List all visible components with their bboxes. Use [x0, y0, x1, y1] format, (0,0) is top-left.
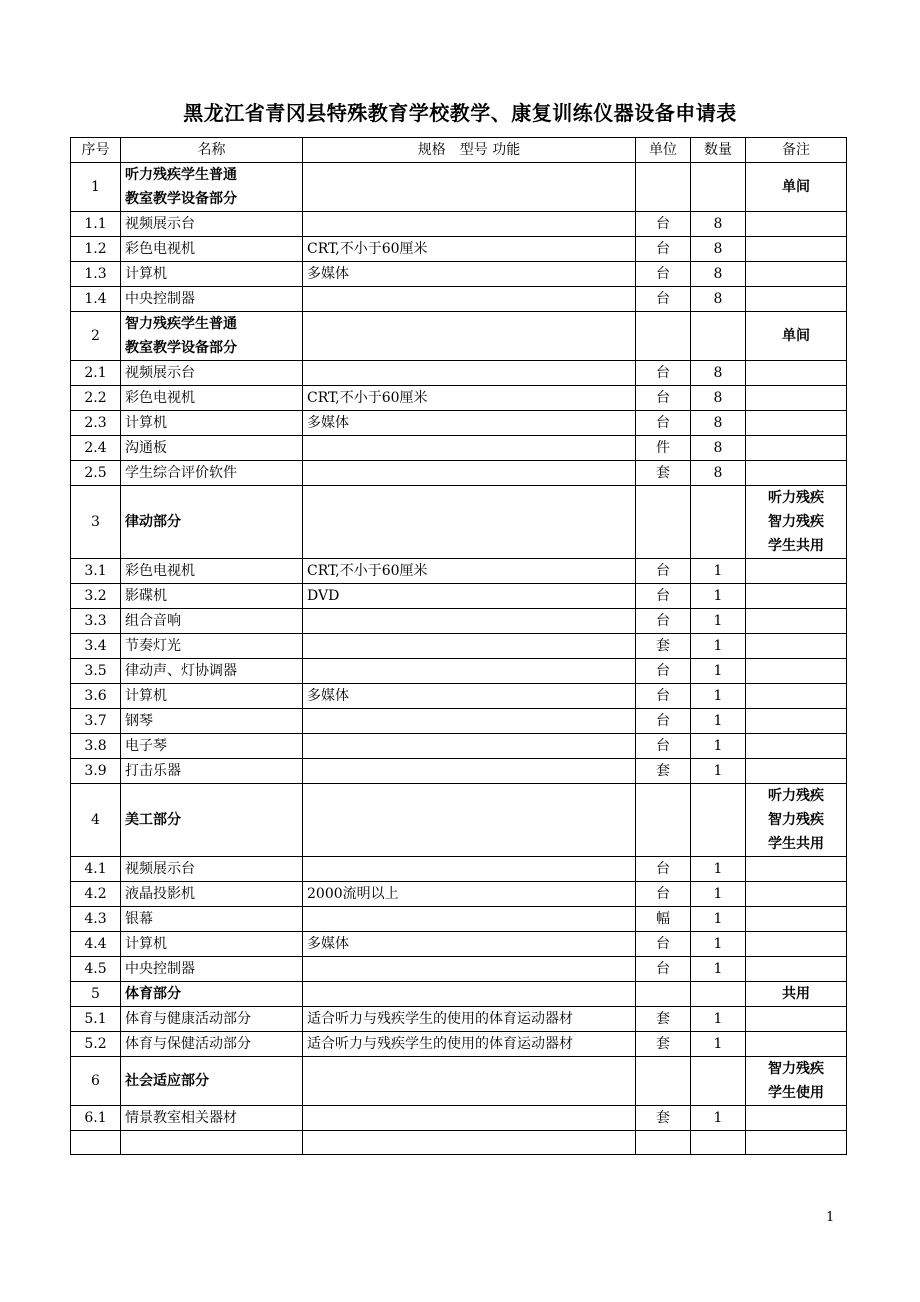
cell-note	[746, 212, 847, 237]
table-row	[71, 759, 847, 784]
cell-no: 2.1	[71, 361, 121, 386]
cell-spec	[303, 1131, 636, 1155]
cell-no: 3.9	[71, 759, 121, 784]
cell-spec: 2000流明以上	[303, 882, 636, 907]
cell-qty	[691, 982, 746, 1007]
cell-name: 中央控制器	[121, 287, 303, 312]
cell-qty	[691, 784, 746, 857]
table-row	[71, 882, 847, 907]
cell-name: 液晶投影机	[121, 882, 303, 907]
cell-unit	[636, 312, 691, 361]
cell-qty: 1	[691, 1007, 746, 1032]
cell-spec	[303, 461, 636, 486]
cell-note	[746, 386, 847, 411]
cell-unit: 台	[636, 684, 691, 709]
cell-qty: 8	[691, 386, 746, 411]
cell-qty: 1	[691, 684, 746, 709]
cell-qty: 8	[691, 361, 746, 386]
table-row	[71, 634, 847, 659]
cell-name: 彩色电视机	[121, 559, 303, 584]
cell-spec	[303, 163, 636, 212]
cell-name: 视频展示台	[121, 857, 303, 882]
cell-qty: 1	[691, 932, 746, 957]
cell-qty: 1	[691, 907, 746, 932]
cell-no: 3.1	[71, 559, 121, 584]
section-row	[71, 784, 847, 857]
cell-note: 听力残疾 智力残疾 学生共用	[746, 784, 847, 857]
cell-spec	[303, 486, 636, 559]
table-row	[71, 559, 847, 584]
cell-qty: 8	[691, 461, 746, 486]
cell-name: 情景教室相关器材	[121, 1106, 303, 1131]
cell-name: 体育部分	[121, 982, 303, 1007]
cell-unit: 台	[636, 584, 691, 609]
cell-name: 计算机	[121, 932, 303, 957]
table-row	[71, 237, 847, 262]
cell-qty: 1	[691, 709, 746, 734]
cell-unit: 幅	[636, 907, 691, 932]
cell-unit: 台	[636, 361, 691, 386]
cell-qty: 1	[691, 734, 746, 759]
cell-no	[71, 1131, 121, 1155]
cell-spec	[303, 361, 636, 386]
cell-spec	[303, 634, 636, 659]
cell-spec: 多媒体	[303, 684, 636, 709]
cell-note: 单间	[746, 312, 847, 361]
table-row	[71, 287, 847, 312]
cell-qty: 1	[691, 559, 746, 584]
cell-no: 4.5	[71, 957, 121, 982]
cell-spec: CRT,不小于60厘米	[303, 559, 636, 584]
cell-name: 彩色电视机	[121, 386, 303, 411]
cell-qty: 1	[691, 882, 746, 907]
cell-unit: 套	[636, 1106, 691, 1131]
cell-unit: 台	[636, 212, 691, 237]
cell-qty: 1	[691, 957, 746, 982]
cell-name: 听力残疾学生普通 教室教学设备部分	[121, 163, 303, 212]
cell-no: 3.5	[71, 659, 121, 684]
cell-name: 组合音响	[121, 609, 303, 634]
header-qty: 数量	[691, 138, 746, 163]
cell-note	[746, 237, 847, 262]
section-row	[71, 1057, 847, 1106]
cell-spec	[303, 907, 636, 932]
section-row	[71, 982, 847, 1007]
cell-qty: 1	[691, 609, 746, 634]
cell-spec: CRT,不小于60厘米	[303, 237, 636, 262]
cell-unit: 套	[636, 1032, 691, 1057]
cell-no: 1.1	[71, 212, 121, 237]
cell-no: 2.3	[71, 411, 121, 436]
cell-unit: 台	[636, 882, 691, 907]
table-row	[71, 659, 847, 684]
cell-spec	[303, 659, 636, 684]
cell-spec: 多媒体	[303, 932, 636, 957]
cell-note	[746, 734, 847, 759]
cell-note	[746, 932, 847, 957]
cell-name: 打击乐器	[121, 759, 303, 784]
header-name: 名称	[121, 138, 303, 163]
cell-name: 美工部分	[121, 784, 303, 857]
table-row	[71, 262, 847, 287]
cell-no: 3.6	[71, 684, 121, 709]
cell-qty	[691, 163, 746, 212]
cell-spec	[303, 982, 636, 1007]
cell-no: 1.2	[71, 237, 121, 262]
cell-qty	[691, 1131, 746, 1155]
cell-qty	[691, 486, 746, 559]
cell-name: 律动声、灯协调器	[121, 659, 303, 684]
cell-spec: 适合听力与残疾学生的使用的体育运动器材	[303, 1007, 636, 1032]
cell-no: 3.4	[71, 634, 121, 659]
cell-no: 2.5	[71, 461, 121, 486]
cell-name: 影碟机	[121, 584, 303, 609]
cell-unit: 套	[636, 634, 691, 659]
table-row	[71, 436, 847, 461]
cell-spec	[303, 734, 636, 759]
cell-name: 电子琴	[121, 734, 303, 759]
cell-spec	[303, 287, 636, 312]
table-row	[71, 709, 847, 734]
cell-no: 2	[71, 312, 121, 361]
cell-name: 律动部分	[121, 486, 303, 559]
table-row	[71, 857, 847, 882]
cell-unit: 台	[636, 237, 691, 262]
cell-no: 3.8	[71, 734, 121, 759]
table-row	[71, 932, 847, 957]
cell-name: 彩色电视机	[121, 237, 303, 262]
cell-spec: 适合听力与残疾学生的使用的体育运动器材	[303, 1032, 636, 1057]
cell-note	[746, 659, 847, 684]
cell-qty: 1	[691, 857, 746, 882]
table-header-row	[71, 138, 847, 163]
cell-no: 6.1	[71, 1106, 121, 1131]
cell-note: 单间	[746, 163, 847, 212]
table-row	[71, 609, 847, 634]
cell-unit: 台	[636, 734, 691, 759]
cell-no: 5.2	[71, 1032, 121, 1057]
cell-note: 听力残疾 智力残疾 学生共用	[746, 486, 847, 559]
cell-no: 4.3	[71, 907, 121, 932]
table-row	[71, 411, 847, 436]
cell-qty	[691, 312, 746, 361]
cell-no: 4.1	[71, 857, 121, 882]
cell-note	[746, 709, 847, 734]
cell-no: 3	[71, 486, 121, 559]
table-row	[71, 1007, 847, 1032]
cell-note	[746, 957, 847, 982]
cell-qty: 1	[691, 759, 746, 784]
cell-note	[746, 1032, 847, 1057]
cell-no: 4.4	[71, 932, 121, 957]
table-row	[71, 212, 847, 237]
cell-name: 视频展示台	[121, 212, 303, 237]
cell-note	[746, 436, 847, 461]
cell-no: 3.3	[71, 609, 121, 634]
cell-qty: 8	[691, 436, 746, 461]
cell-unit: 台	[636, 559, 691, 584]
cell-note: 智力残疾 学生使用	[746, 1057, 847, 1106]
cell-name: 中央控制器	[121, 957, 303, 982]
cell-note	[746, 584, 847, 609]
table-body	[71, 163, 847, 1155]
cell-unit: 件	[636, 436, 691, 461]
table-row	[71, 361, 847, 386]
header-spec: 规格 型号 功能	[303, 138, 636, 163]
cell-note	[746, 262, 847, 287]
cell-note	[746, 1131, 847, 1155]
cell-name: 钢琴	[121, 709, 303, 734]
cell-unit	[636, 1131, 691, 1155]
cell-note	[746, 1007, 847, 1032]
cell-no: 1	[71, 163, 121, 212]
cell-unit: 套	[636, 1007, 691, 1032]
equipment-table	[70, 137, 847, 1155]
page-title: 黑龙江省青冈县特殊教育学校教学、康复训练仪器设备申请表	[183, 101, 737, 125]
header-unit: 单位	[636, 138, 691, 163]
header-no: 序号	[71, 138, 121, 163]
cell-spec	[303, 1106, 636, 1131]
cell-qty: 8	[691, 262, 746, 287]
cell-note	[746, 907, 847, 932]
cell-note	[746, 857, 847, 882]
cell-no: 6	[71, 1057, 121, 1106]
cell-qty: 8	[691, 237, 746, 262]
page-number: 1	[826, 1210, 835, 1225]
section-row	[71, 163, 847, 212]
cell-spec: 多媒体	[303, 262, 636, 287]
cell-unit	[636, 1057, 691, 1106]
cell-unit	[636, 982, 691, 1007]
cell-note	[746, 759, 847, 784]
cell-spec	[303, 784, 636, 857]
cell-name: 节奏灯光	[121, 634, 303, 659]
cell-name: 计算机	[121, 262, 303, 287]
cell-spec: 多媒体	[303, 411, 636, 436]
cell-unit: 台	[636, 386, 691, 411]
cell-note	[746, 461, 847, 486]
cell-unit: 台	[636, 659, 691, 684]
cell-name: 视频展示台	[121, 361, 303, 386]
cell-name: 沟通板	[121, 436, 303, 461]
cell-no: 5.1	[71, 1007, 121, 1032]
cell-qty: 8	[691, 212, 746, 237]
cell-note	[746, 287, 847, 312]
cell-no: 4	[71, 784, 121, 857]
cell-note	[746, 411, 847, 436]
cell-note	[746, 634, 847, 659]
cell-name: 社会适应部分	[121, 1057, 303, 1106]
cell-unit: 台	[636, 411, 691, 436]
cell-note	[746, 609, 847, 634]
cell-name: 计算机	[121, 684, 303, 709]
cell-spec	[303, 709, 636, 734]
cell-qty: 1	[691, 1106, 746, 1131]
cell-spec	[303, 957, 636, 982]
cell-spec	[303, 436, 636, 461]
cell-spec	[303, 609, 636, 634]
cell-note	[746, 1106, 847, 1131]
table-row	[71, 1131, 847, 1155]
cell-spec	[303, 212, 636, 237]
cell-note	[746, 559, 847, 584]
cell-no: 3.2	[71, 584, 121, 609]
cell-spec	[303, 1057, 636, 1106]
cell-qty: 1	[691, 634, 746, 659]
cell-unit: 台	[636, 287, 691, 312]
cell-unit: 台	[636, 857, 691, 882]
table-row	[71, 684, 847, 709]
cell-unit	[636, 163, 691, 212]
cell-unit: 台	[636, 709, 691, 734]
table-row	[71, 1106, 847, 1131]
cell-name: 体育与健康活动部分	[121, 1007, 303, 1032]
table-row	[71, 957, 847, 982]
cell-unit: 套	[636, 461, 691, 486]
cell-name: 计算机	[121, 411, 303, 436]
cell-unit: 台	[636, 262, 691, 287]
cell-unit	[636, 784, 691, 857]
table-row	[71, 1032, 847, 1057]
cell-qty: 1	[691, 584, 746, 609]
cell-name	[121, 1131, 303, 1155]
header-note: 备注	[746, 138, 847, 163]
cell-note	[746, 684, 847, 709]
table-row	[71, 584, 847, 609]
cell-no: 5	[71, 982, 121, 1007]
cell-spec: DVD	[303, 584, 636, 609]
cell-qty: 1	[691, 659, 746, 684]
cell-no: 1.4	[71, 287, 121, 312]
section-row	[71, 486, 847, 559]
cell-unit: 台	[636, 957, 691, 982]
cell-note: 共用	[746, 982, 847, 1007]
cell-note	[746, 361, 847, 386]
cell-spec	[303, 759, 636, 784]
cell-name: 银幕	[121, 907, 303, 932]
cell-qty	[691, 1057, 746, 1106]
cell-no: 2.4	[71, 436, 121, 461]
cell-no: 3.7	[71, 709, 121, 734]
table-row	[71, 734, 847, 759]
cell-note	[746, 882, 847, 907]
cell-no: 1.3	[71, 262, 121, 287]
cell-unit	[636, 486, 691, 559]
section-row	[71, 312, 847, 361]
cell-spec: CRT,不小于60厘米	[303, 386, 636, 411]
cell-no: 2.2	[71, 386, 121, 411]
cell-name: 学生综合评价软件	[121, 461, 303, 486]
cell-qty: 1	[691, 1032, 746, 1057]
cell-qty: 8	[691, 411, 746, 436]
cell-qty: 8	[691, 287, 746, 312]
table-row	[71, 461, 847, 486]
cell-unit: 套	[636, 759, 691, 784]
cell-unit: 台	[636, 932, 691, 957]
cell-spec	[303, 312, 636, 361]
cell-name: 体育与保健活动部分	[121, 1032, 303, 1057]
table-row	[71, 907, 847, 932]
table-row	[71, 386, 847, 411]
cell-no: 4.2	[71, 882, 121, 907]
cell-name: 智力残疾学生普通 教室教学设备部分	[121, 312, 303, 361]
cell-unit: 台	[636, 609, 691, 634]
cell-spec	[303, 857, 636, 882]
